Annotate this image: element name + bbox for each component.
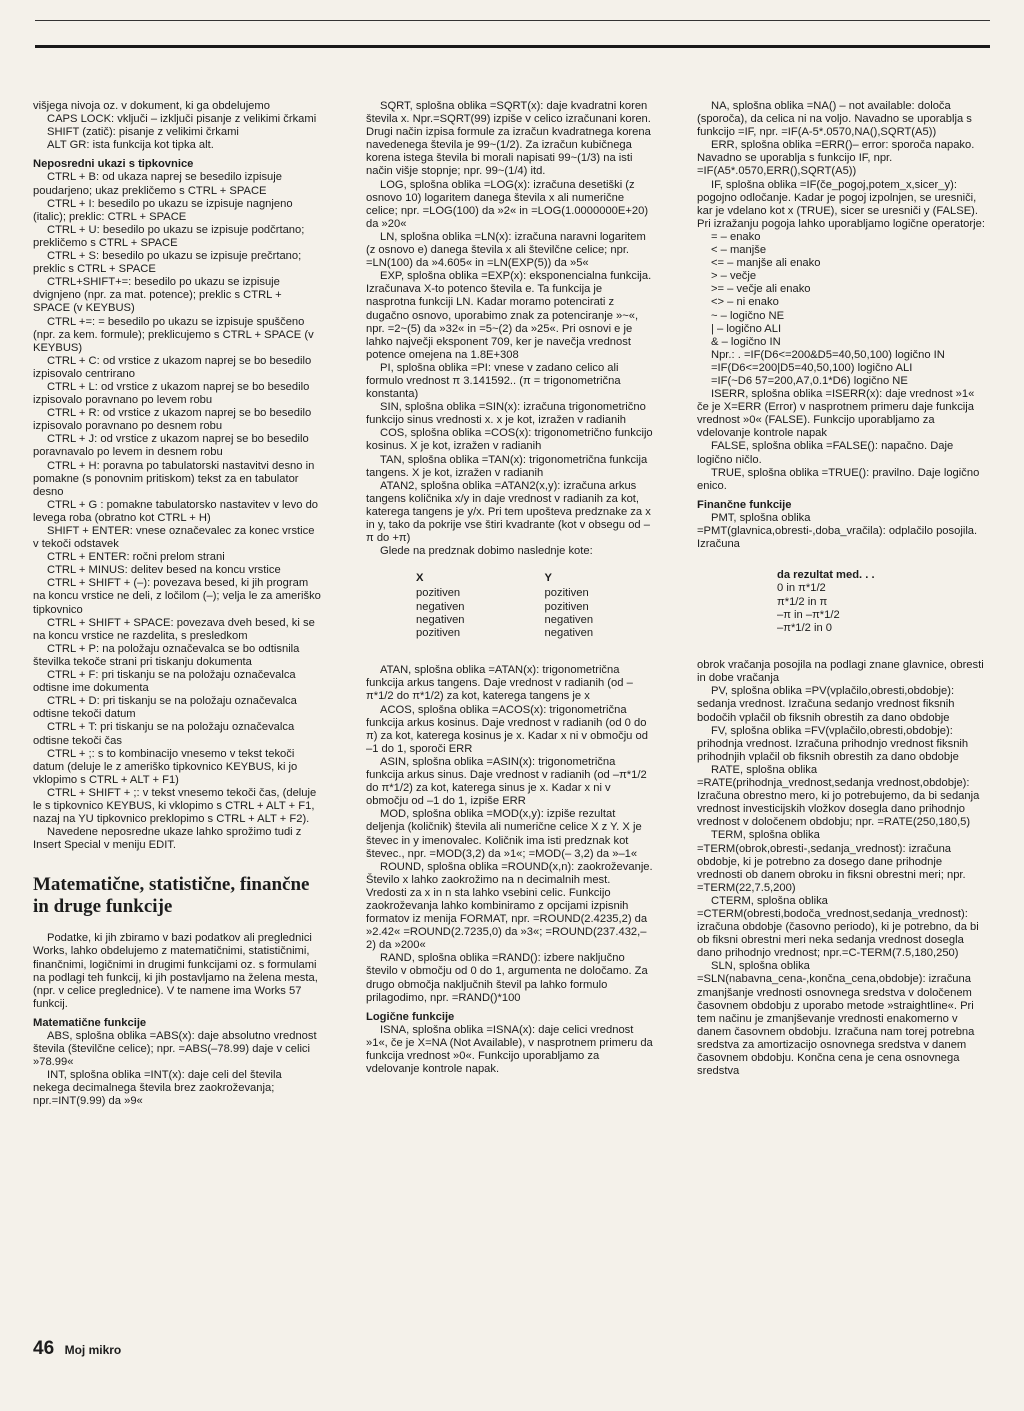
list-item: –π*1/2 in 0 (777, 622, 832, 634)
table-cell: pozitiven (416, 587, 461, 600)
paragraph: ISERR, splošna oblika =ISERR(x): daje vrednost »1« če je X=ERR (Error) v nasprotnem primeru daje funkcija vrednost »0« (FALSE). Funkcijo uporabljamo za vdelovanje kontrole napak (697, 388, 975, 440)
paragraph: CTRL + SHIFT + SPACE: povezava dveh besed, ki se na koncu vrstice ne razdelita, s presledkom (33, 616, 315, 642)
paragraph: IF, splošna oblika =IF(če_pogoj,potem_x,sicer_y): pogojno odločanje. Kadar je pogoj izpolnjen, se uresniči, kar je vdelano kot x (TRUE), sicer se uresniči y (FALSE). Pri izražanju pogoja lahko uporabljamo logične operatorje: (697, 178, 985, 230)
paragraph: CTRL + SHIFT + (–): povezava besed, ki jih program na koncu vrstice ne deli, z ločilom (–); velja le za ameriško tipkovnico (33, 577, 321, 616)
paragraph: CTRL + L: od vrstice z ukazom naprej se bo besedilo izpisovalo poravnano po levem robu (33, 380, 310, 407)
paragraph: CTRL + C: od vrstice z ukazom naprej se bo besedilo izpisovalo centrirano (33, 354, 312, 380)
table-cell: pozitiven (544, 587, 589, 600)
page-number: 46 (33, 1338, 55, 1359)
paragraph: CTRL + F: pri tiskanju se na položaju označevalca odtisne ime dokumenta (33, 669, 296, 695)
table-header-row (416, 572, 673, 587)
paragraph: CAPS LOCK: vključi – izključi pisanje z velikimi črkami (47, 113, 317, 126)
table-cell: pozitiven (416, 627, 461, 640)
paragraph: RATE, splošna oblika =RATE(prihodnja_vrednost,sedanja vrednost,obdobje): Izračuna obrestno mero, ki jo potrebujemo, da bi sedanja vrednost investicijskih vložkov dosegla dano prihodnjo vrednost v določenem obdobju; npr. =RATE(250,180,5) (697, 763, 980, 829)
column-3 (697, 100, 985, 1078)
list-item: <> – ni enako (711, 296, 779, 309)
paragraph: PMT, splošna oblika =PMT(glavnica,obresti-,doba_vračila): odplačilo posojila. Izračuna (697, 511, 978, 551)
paragraph: CTRL + U: besedilo po ukazu se izpisuje podčrtano; prekličemo s CTRL + SPACE (33, 223, 305, 249)
list-item: > – večje (711, 270, 757, 283)
paragraph: CTRL+SHIFT+=: besedilo po ukazu se izpisuje dvignjeno (npr. za mat. potence); preklic s CTRL + SPACE (v KEYBUS) (33, 276, 282, 315)
paragraph: COS, splošna oblika =COS(x): trigonometrično funkcijo kosinus. X je kot, izražen v radianih (366, 427, 653, 453)
paragraph: SHIFT + ENTER: vnese označevalec za konec vrstice v tekoči odstavek (33, 525, 315, 551)
col1-intro (33, 100, 321, 152)
paragraph: CTRL + ENTER: ročni prelom strani (47, 551, 225, 564)
paragraph: CTRL + D: pri tiskanju se na položaju označevalca odtisne tekoči datum (33, 695, 297, 721)
paragraph: INT, splošna oblika =INT(x): daje celi del števila nekega decimalnega števila brez zaokroževanja; npr.=INT(9.99) da »9« (33, 1069, 282, 1108)
subheading-keyboard-commands: Neposredni ukazi s tipkovnice (33, 158, 194, 171)
list-item: –π in –π*1/2 (777, 608, 840, 621)
paragraph: CTRL + B: od ukaza naprej se besedilo izpisuje poudarjeno; ukaz prekličemo s CTRL + SPACE (33, 171, 282, 197)
paragraph: PI, splošna oblika =PI: vnese v zadano celico ali formulo vrednost π 3.141592.. (π = trigonometrična konstanta) (366, 361, 621, 401)
paragraph: LOG, splošna oblika =LOG(x): izračuna desetiški (z osnovo 10) logaritem danega števila x ali numerične celice; npr. =LOG(100) da »2« in =LOG(1.0000000E+20) da »20« (366, 178, 649, 230)
table-row (416, 614, 673, 627)
paragraph: CTRL + T: pri tiskanju se na položaju označevalca odtisne tekoči čas (33, 721, 295, 747)
paragraph: FV, splošna oblika =FV(vplačilo,obresti,obdobje): prihodnja vrednost. Izračuna prihodnjo vrednost fiksnih prihodnjih vplačil ob fiksnih obrestih za dano obdobje (697, 724, 969, 763)
paragraph: EXP, splošna oblika =EXP(x): eksponencialna funkcija. Izračunava X-to potenco števila e. Ta funkcija je nasprotna funkciji LN. Kadar moramo potencirati z dugačno osnovo, uporabimo znak za potenciranje »~«, npr. =2~(5) da »32« in =5~(2) da »25«. Pri osnovi e je lahko največji eksponent 709, ker je navečja vrednost potence omejena na 1.8E+308 (366, 270, 652, 361)
subheading-logic-functions: Logične funkcije (366, 1010, 455, 1023)
paragraph: Podatke, ki jih zbiramo v bazi podatkov ali preglednici Works, lahko obdelujemo z matematičnimi, statističnimi, finančnimi, logičnimi in drugimi funkcijami oz. s formulami na podlagi teh funkcij, ki jih postavljamo na želena mesta, (npr. v celice preglednice). V te namene ima Works 57 funkcij. (33, 932, 318, 1010)
paragraph: ASIN, splošna oblika =ASIN(x): trigonometrična funkcija arkus sinus. Daje vrednost v radianih (od –π*1/2 do π*1/2) za kot, katerega sinus je x. Kadar x ni v območju od –1 do 1, izpiše ERR (366, 755, 647, 808)
list-item: 0 in π*1/2 (777, 582, 826, 595)
list-item: <= – manjše ali enako (711, 257, 821, 270)
paragraph: CTRL + ;: s to kombinacijo vnesemo v tekst tekoči datum (deluje le z ameriško tipkovnico KEYBUS, ki jo vklopimo s CTRL + ALT + F1) (33, 747, 298, 786)
table-cell: negativen (544, 613, 594, 626)
paragraph: CTRL + H: poravna po tabulatorski nastavitvi desno in pomakne (s ponovnim pritiskom) tekst za en tabulator desno (33, 459, 315, 498)
paragraph: CTRL + MINUS: delitev besed na koncu vrstice (47, 564, 281, 577)
page-footer (33, 1338, 121, 1360)
magazine-name: Moj mikro (64, 1343, 122, 1357)
paragraph: ALT GR: ista funkcija kot tipka alt. (47, 139, 214, 152)
paragraph: SIN, splošna oblika =SIN(x): izračuna trigonometrično funkcijo sinus vrednosti x. x je kot, izražen v radianih (366, 401, 646, 427)
paragraph: višjega nivoja oz. v dokument, ki ga obdelujemo (33, 100, 270, 112)
column-2 (366, 100, 654, 1076)
paragraph: MOD, splošna oblika =MOD(x,y): izpiše rezultat deljenja (količnik) števila ali numerične celice X z Y. X je števec in y imenovalec. Količnik ima isti predznak kot števec., npr. =MOD(3,2) da »1«; =MOD(– 3,2) da »–1« (366, 808, 642, 860)
table-cell: pozitiven (544, 600, 589, 613)
paragraph: NA, splošna oblika =NA() – not available: določa (sporoča), da celica ni na voljo. Navadno se uporablja s funkcijo =IF, npr. =IF(A-5*.0570,NA(),SQRT(A5)) (697, 100, 972, 139)
operator-list (697, 231, 985, 349)
paragraph: CTRL + P: na položaju označevalca se bo odtisnila številka tekoče strani pri tiskanju dokumenta (33, 642, 300, 668)
paragraph: obrok vračanja posojila na podlagi znane glavnice, obresti in dobe vračanja (697, 659, 984, 685)
result-range-list (777, 569, 985, 635)
table-cell: negativen (544, 627, 594, 640)
paragraph: CTRL + I: besedilo po ukazu se izpisuje nagnjeno (italic); preklic: CTRL + SPACE (33, 197, 293, 223)
list-item: >= – večje ali enako (711, 283, 811, 296)
keyboard-commands-list (33, 171, 321, 852)
column-header: Y (544, 572, 552, 585)
paragraph: LN, splošna oblika =LN(x): izračuna naravni logaritem (z osnovo e) danega števila x ali številčne celice; npr. =LN(100) da »4.605« in =LN(EXP(5)) da »5« (366, 230, 646, 270)
paragraph: SLN, splošna oblika =SLN(nabavna_cena-,končna_cena,obdobje): izračuna zmanjšanje vrednosti osnovnega sredstva v določenem časovnem obdobju z uporabo metode »straightline«. Pri tem načinu je zmanjševanje vrednosti enakomerno v danem časovnem obdobju. Izračuna nam torej potrebna sredstva za amortizacijo osnovnega sredstva v danem časovnem obdobju. Končna cena je cena osnovnega sredstva (697, 960, 975, 1078)
paragraph: Glede na predznak dobimo naslednje kote: (380, 545, 593, 558)
paragraph: ISNA, splošna oblika =ISNA(x): daje celici vrednost »1«, če je X=NA (Not Available), v nasprotnem primeru da funkcija vrednost »0«. Funkcijo uporabljamo za vdelovanje kontrole napak. (366, 1023, 653, 1076)
table-cell: negativen (416, 613, 465, 626)
list-item: ~ – logično NE (711, 309, 785, 322)
paragraph: ATAN2, splošna oblika =ATAN2(x,y): izračuna arkus tangens količnika x/y in daje vrednost v radianih za kot, katerega tangens je y/x. Pri tem upošteva predznake za x in y, tako da pokrije vse štiri kvadrante (kot v obsegu od –π do +π) (366, 479, 651, 545)
result-range-heading: da rezultat med. . . (777, 569, 875, 582)
paragraph: ABS, splošna oblika =ABS(x): daje absolutno vrednost števila (številčne celice); npr. =ABS(–78.99) daje v celici »78.99« (33, 1030, 317, 1069)
table-row (416, 587, 673, 600)
paragraph: ACOS, splošna oblika =ACOS(x): trigonometrična funkcija arkus kosinus. Daje vrednost v radianih (od 0 do π) za kot, katerega kosinus je x. Kadar x ni v območju od –1 do 1, sporoči ERR (366, 703, 648, 755)
paragraph: CTRL + S: besedilo po ukazu se izpisuje prečrtano; preklic s CTRL + SPACE (33, 250, 302, 276)
paragraph: CTRL +=: = besedilo po ukazu se izpisuje spuščeno (npr. za kem. formule); preklicujemo s CTRL + SPACE (v KEYBUS) (33, 315, 314, 354)
table-row (416, 627, 673, 640)
subheading-finance-functions: Finančne funkcije (697, 498, 792, 511)
section-title: Matematične, statistične, finančne in druge funkcije (33, 874, 310, 918)
paragraph: ROUND, splošna oblika =ROUND(x,n): zaokroževanje. Število x lahko zaokrožimo na n decimalnih mest. Vredosti za x in n sta lahko vsebini celic. Funkcijo zaokroževanja lahko kombiniramo z opcijami izpisnih formatov iz menija FORMAT, npr. =ROUND(2.4235,2) da »2.42« =ROUND(2.7235,0) da »3«; =ROUND(237.432,–2) da »200« (366, 860, 653, 952)
paragraph: TERM, splošna oblika =TERM(obrok,obresti-,sedanja_vrednost): izračuna obdobje, ki je potrebno za dosego dane prihodnje vrednosti ob danem obroku in fiksni obrestni meri; npr. =TERM(22,7.5,200) (697, 829, 966, 894)
paragraph: FALSE, splošna oblika =FALSE(): napačno. Daje logično ničlo. (697, 440, 954, 466)
list-item: & – logično IN (711, 335, 781, 348)
paragraph: Navedene neposredne ukaze lahko sprožimo tudi z Insert Special v meniju EDIT. (33, 826, 302, 852)
paragraph: SQRT, splošna oblika =SQRT(x): daje kvadratni koren števila x. Npr.=SQRT(99) izpiše v celico izračunani koren. Drugi način izpisa formule za izračun kvadratnega korena navedenega števila je 99~(1/2). Za izračun kubičnega korena istega števila bi morali napisati 99~(1/3) na isti način višje stopnje; npr. 99~(1/4) itd. (366, 100, 651, 178)
paragraph: TAN, splošna oblika =TAN(x): trigonometrična funkcija tangens. X je kot, izražen v radianih (366, 453, 648, 479)
top-rule (35, 20, 990, 21)
subheading-math-functions: Matematične funkcije (33, 1016, 147, 1029)
paragraph: CTRL + G : pomakne tabulatorsko nastavitev v levo do levega roba (obratno kot CTRL + H) (33, 498, 319, 524)
column-1 (33, 100, 321, 1109)
paragraph: =IF(D6<=200|D5=40,50,100) logično ALI (711, 361, 913, 374)
paragraph: Npr.: . =IF(D6<=200&D5=40,50,100) logično IN (711, 348, 945, 361)
paragraph: CTRL + R: od vrstice z ukazom naprej se bo besedilo izpisovalo poravnano po desnem robu (33, 407, 312, 433)
list-item: = – enako (711, 230, 761, 243)
table-row (416, 601, 673, 614)
paragraph: TRUE, splošna oblika =TRUE(): pravilno. Daje logično enico. (697, 466, 980, 492)
paragraph: CTRL + J: od vrstice z ukazom naprej se bo besedilo poravnavalo po levem in desnem robu (33, 433, 309, 459)
paragraph: CTERM, splošna oblika =CTERM(obresti,bodoča_vrednost,sedanja_vrednost): izračuna obdobje (časovno periodo), ki je potrebno, da bi ob fiksni obrestni meri neka sedanja vrednost dosegla dano prihodnjo vrednost; npr.=C-TERM(7.5,180,250) (697, 894, 979, 960)
paragraph: =IF(~D6 57=200,A7,0.1*D6) logično NE (711, 374, 908, 387)
paragraph: CTRL + SHIFT + ;: v tekst vnesemo tekoči čas, (deluje le s tipkovnico KEYBUS, ki vklopimo s CTRL + ALT + F1, nazaj na YU tipkovnico preklopimo s CTRL + ALT + F2). (33, 786, 317, 826)
list-item: < – manjše (711, 244, 767, 257)
list-item: | – logično ALI (711, 322, 782, 335)
paragraph: ATAN, splošna oblika =ATAN(x): trigonometrična funkcija arkus tangens. Daje vrednost v radianih (od –π*1/2 do π*1/2) za kot, katerega tangens je x (366, 664, 633, 703)
paragraph: PV, splošna oblika =PV(vplačilo,obresti,obdobje): sedanja vrednost. Izračuna sedanjo vrednost fiksnih bodočih vplačil ob fiksnih obrestih za dano obdobje (697, 685, 955, 724)
header-rule (35, 45, 990, 48)
list-item: π*1/2 in π (777, 595, 828, 608)
paragraph: RAND, splošna oblika =RAND(): izbere naključno število v območju od 0 do 1, argumenta ne določamo. Za drugo območja naključnih števil pa lahko formulo prilagodimo, npr. =RAND()*100 (366, 952, 648, 1004)
column-header: X (416, 572, 424, 585)
paragraph: SHIFT (zatič): pisanje z velikimi črkami (47, 126, 239, 139)
table-cell: negativen (416, 600, 465, 613)
paragraph: ERR, splošna oblika =ERR()– error: sporoča napako. Navadno se uporablja s funkcijo IF, npr. =IF(A5*.0570,ERR(),SQRT(A5)) (697, 139, 975, 178)
angle-sign-table (416, 572, 673, 640)
